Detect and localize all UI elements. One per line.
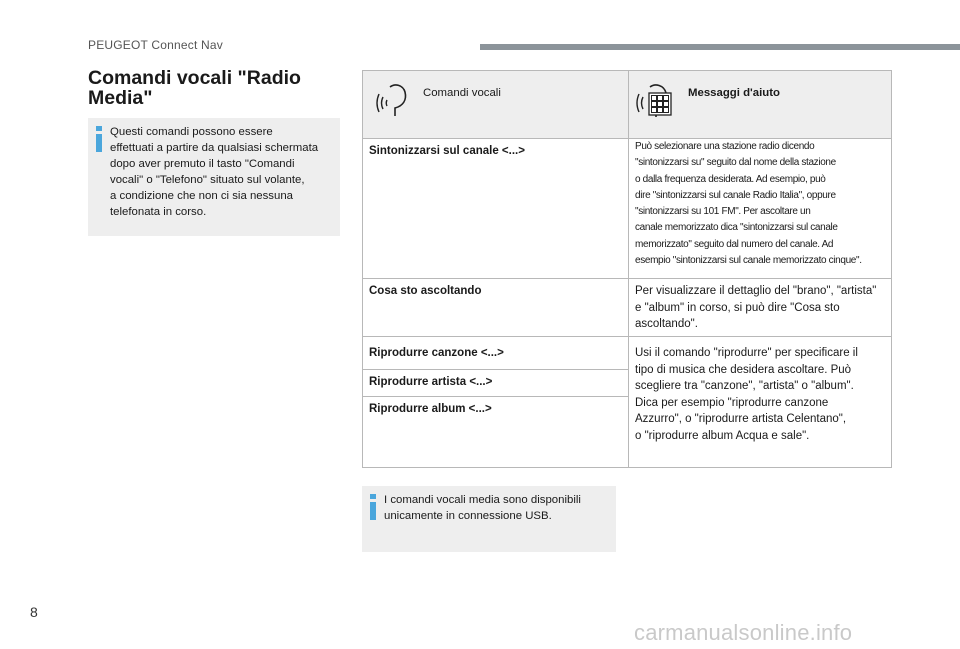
watermark: carmanualsonline.info: [634, 620, 853, 645]
usb-note: [362, 486, 616, 552]
help-messages-icon: [635, 81, 675, 121]
table-row-help: Può selezionare una stazione radio dicendo "sintonizzarsi su" seguito dal nome della stazione o dalla frequenza desiderata. Ad esempio, può dire "sintonizzarsi sul canale Radio Italia", oppure "sintonizzarsi su 101 FM". Per ascoltare un canale memorizzato dica "sintonizzarsi sul canale memorizzato" seguito dal numero del canale. Ad esempio "sintonizzarsi sul canale memorizzato cinque".: [635, 141, 862, 267]
row-divider: [363, 278, 891, 279]
usb-note-text: I comandi vocali media sono disponibili unicamente in connessione USB.: [384, 494, 581, 522]
header-rule: [480, 44, 960, 50]
intro-note-text: Questi comandi possono essere effettuati a partire da qualsiasi schermata dopo aver premuto il tasto "Comandi vocali" o "Telefono" situato sul volante, a condizione che non ci sia nessuna telefonata in corso.: [110, 126, 319, 218]
row-divider: [363, 336, 891, 337]
voice-command-icon: [373, 81, 413, 121]
page-number: 8: [30, 604, 38, 620]
info-icon: [96, 126, 102, 152]
column-divider: [628, 71, 629, 467]
row-divider: [363, 396, 628, 397]
document-header: PEUGEOT Connect Nav: [88, 38, 223, 52]
table-row-command: Cosa sto ascoltando: [369, 285, 482, 297]
table-row-command: Riprodurre album <...>: [369, 403, 492, 415]
voice-commands-table: [362, 70, 892, 468]
section-title: Comandi vocali "Radio Media": [88, 67, 301, 109]
row-divider: [363, 369, 628, 370]
table-header-row: [363, 71, 891, 139]
table-row-command: Riprodurre artista <...>: [369, 376, 493, 388]
table-row-command: Riprodurre canzone <...>: [369, 347, 504, 359]
column-header-help: Messaggi d'aiuto: [688, 87, 780, 99]
table-group-help: Usi il comando "riprodurre" per specificare il tipo di musica che desidera ascoltare. Può scegliere tra "canzone", "artista" o "album". Dica per esempio "riprodurre canzone Azzurro", o "riprodurre artista Celentano", o "riprodurre album Acqua e sale".: [635, 347, 858, 442]
info-icon: [370, 494, 376, 520]
column-header-commands: Comandi vocali: [423, 87, 501, 99]
table-row-help: Per visualizzare il dettaglio del "brano", "artista" e "album" in corso, si può dire "Cosa sto ascoltando".: [635, 285, 877, 330]
table-row-command: Sintonizzarsi sul canale <...>: [369, 145, 525, 157]
intro-note: [88, 118, 340, 236]
